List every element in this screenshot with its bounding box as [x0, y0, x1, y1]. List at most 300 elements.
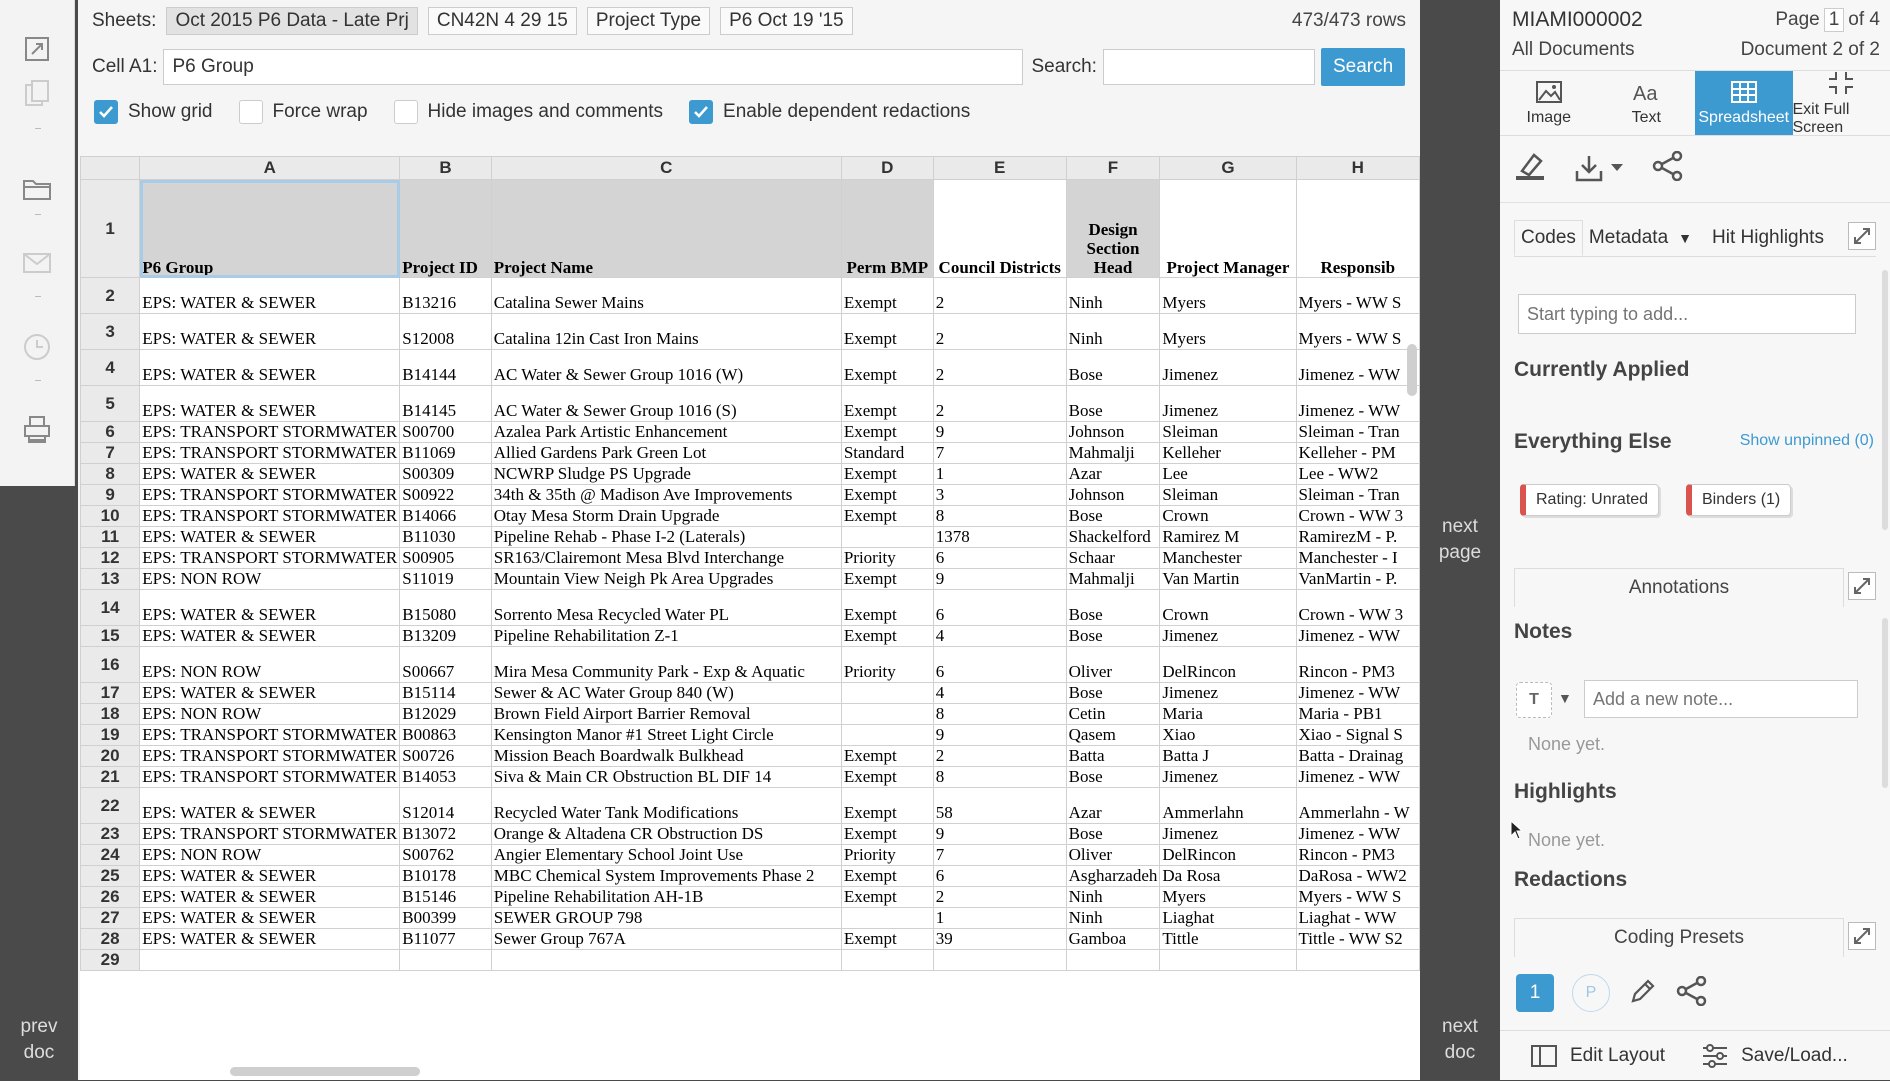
- grid-cell[interactable]: Exempt: [841, 386, 933, 422]
- grid-cell[interactable]: DelRincon: [1160, 647, 1296, 683]
- next-page-button[interactable]: next page: [1437, 514, 1483, 566]
- grid-cell[interactable]: EPS: WATER & SEWER: [140, 683, 400, 704]
- grid-cell[interactable]: [841, 725, 933, 746]
- grid-cell[interactable]: Exempt: [841, 350, 933, 386]
- grid-cell[interactable]: B11030: [400, 527, 491, 548]
- grid-cell[interactable]: B14144: [400, 350, 491, 386]
- grid-cell[interactable]: S00726: [400, 746, 491, 767]
- search-input[interactable]: [1103, 49, 1315, 85]
- prev-doc-button[interactable]: prev doc: [9, 1014, 69, 1066]
- grid-cell[interactable]: P6 Group: [140, 180, 400, 278]
- row-header[interactable]: 15: [81, 626, 140, 647]
- preset-1-button[interactable]: 1: [1516, 974, 1554, 1012]
- grid-cell[interactable]: B11077: [400, 929, 491, 950]
- view-tab-text[interactable]: [1598, 71, 1696, 135]
- grid-cell[interactable]: [491, 950, 841, 971]
- grid-cell[interactable]: B14053: [400, 767, 491, 788]
- grid-cell[interactable]: [841, 908, 933, 929]
- grid-cell[interactable]: DelRincon: [1160, 845, 1296, 866]
- sheet-tab[interactable]: Oct 2015 P6 Data - Late Prj: [166, 7, 417, 35]
- grid-cell[interactable]: Azar: [1066, 464, 1160, 485]
- chevron-down-icon[interactable]: ▼: [1678, 230, 1692, 246]
- grid-cell[interactable]: Batta - Drainag: [1296, 746, 1419, 767]
- option-enable-dependent-redactions[interactable]: [689, 100, 970, 124]
- annotations-tab[interactable]: Annotations: [1514, 568, 1844, 607]
- grid-cell[interactable]: 9: [933, 422, 1066, 443]
- grid-cell[interactable]: 6: [933, 548, 1066, 569]
- column-header[interactable]: G: [1160, 157, 1296, 180]
- grid-cell[interactable]: 1378: [933, 527, 1066, 548]
- grid-cell[interactable]: Sewer & AC Water Group 840 (W): [491, 683, 841, 704]
- code-search-input[interactable]: [1518, 294, 1856, 334]
- grid-cell[interactable]: NCWRP Sludge PS Upgrade: [491, 464, 841, 485]
- cell-value-input[interactable]: [163, 49, 1023, 85]
- grid-cell[interactable]: Crown: [1160, 590, 1296, 626]
- chevron-down-icon[interactable]: ▼: [1558, 690, 1572, 706]
- grid-cell[interactable]: Ammerlahn: [1160, 788, 1296, 824]
- grid-cell[interactable]: Oliver: [1066, 647, 1160, 683]
- grid-cell[interactable]: EPS: WATER & SEWER: [140, 929, 400, 950]
- grid-cell[interactable]: Ninh: [1066, 278, 1160, 314]
- row-header[interactable]: 27: [81, 908, 140, 929]
- grid-cell[interactable]: Shackelford: [1066, 527, 1160, 548]
- grid-cell[interactable]: 8: [933, 704, 1066, 725]
- row-header[interactable]: 20: [81, 746, 140, 767]
- grid-cell[interactable]: Exempt: [841, 485, 933, 506]
- grid-cell[interactable]: EPS: WATER & SEWER: [140, 350, 400, 386]
- grid-cell[interactable]: Batta: [1066, 746, 1160, 767]
- row-header[interactable]: 6: [81, 422, 140, 443]
- share-icon[interactable]: [1676, 976, 1708, 1011]
- grid-cell[interactable]: [1160, 950, 1296, 971]
- grid-cell[interactable]: Bose: [1066, 626, 1160, 647]
- panel-scrollbar[interactable]: [1882, 270, 1888, 530]
- grid-cell[interactable]: 9: [933, 824, 1066, 845]
- grid-cell[interactable]: 7: [933, 443, 1066, 464]
- column-header[interactable]: D: [841, 157, 933, 180]
- grid-cell[interactable]: B10178: [400, 866, 491, 887]
- grid-cell[interactable]: AC Water & Sewer Group 1016 (S): [491, 386, 841, 422]
- grid-cell[interactable]: Jimenez: [1160, 824, 1296, 845]
- grid-cell[interactable]: Ninh: [1066, 908, 1160, 929]
- grid-cell[interactable]: [841, 704, 933, 725]
- grid-cell[interactable]: [140, 950, 400, 971]
- grid-cell[interactable]: 8: [933, 506, 1066, 527]
- new-note-input[interactable]: [1584, 680, 1858, 718]
- grid-cell[interactable]: EPS: WATER & SEWER: [140, 866, 400, 887]
- note-type-icon[interactable]: T: [1516, 682, 1552, 718]
- expand-codes-icon[interactable]: [1848, 222, 1876, 250]
- save-load-button[interactable]: [1701, 1043, 1848, 1069]
- preset-p-button[interactable]: P: [1572, 974, 1610, 1012]
- grid-cell[interactable]: EPS: TRANSPORT STORMWATER: [140, 767, 400, 788]
- view-tab-image[interactable]: [1500, 71, 1598, 135]
- row-header[interactable]: 26: [81, 887, 140, 908]
- checkbox[interactable]: [239, 100, 263, 124]
- grid-cell[interactable]: Crown - WW 3: [1296, 590, 1419, 626]
- grid-cell[interactable]: 3: [933, 485, 1066, 506]
- grid-cell[interactable]: EPS: WATER & SEWER: [140, 527, 400, 548]
- grid-cell[interactable]: EPS: WATER & SEWER: [140, 887, 400, 908]
- grid-cell[interactable]: Perm BMP: [841, 180, 933, 278]
- grid-cell[interactable]: [841, 683, 933, 704]
- annotations-scrollbar[interactable]: [1882, 618, 1888, 788]
- grid-cell[interactable]: Myers - WW S: [1296, 314, 1419, 350]
- row-header[interactable]: 14: [81, 590, 140, 626]
- show-unpinned-link[interactable]: Show unpinned (0): [1740, 432, 1874, 450]
- option-hide-images-and-comments[interactable]: [394, 100, 664, 124]
- folder-icon[interactable]: [18, 170, 56, 208]
- grid-cell[interactable]: S00922: [400, 485, 491, 506]
- row-header[interactable]: 4: [81, 350, 140, 386]
- grid-cell[interactable]: Exempt: [841, 866, 933, 887]
- grid-cell[interactable]: EPS: TRANSPORT STORMWATER: [140, 485, 400, 506]
- grid-cell[interactable]: Mountain View Neigh Pk Area Upgrades: [491, 569, 841, 590]
- grid-cell[interactable]: B15080: [400, 590, 491, 626]
- grid-cell[interactable]: EPS: TRANSPORT STORMWATER: [140, 443, 400, 464]
- checkbox[interactable]: [94, 100, 118, 124]
- row-header[interactable]: 22: [81, 788, 140, 824]
- row-header[interactable]: 17: [81, 683, 140, 704]
- grid-cell[interactable]: Bose: [1066, 386, 1160, 422]
- edit-layout-button[interactable]: [1530, 1044, 1665, 1068]
- grid-cell[interactable]: Mahmalji: [1066, 569, 1160, 590]
- grid-cell[interactable]: Ninh: [1066, 887, 1160, 908]
- grid-cell[interactable]: Responsib: [1296, 180, 1419, 278]
- grid-cell[interactable]: Brown Field Airport Barrier Removal: [491, 704, 841, 725]
- grid-cell[interactable]: 7: [933, 845, 1066, 866]
- grid-cell[interactable]: Myers: [1160, 314, 1296, 350]
- grid-cell[interactable]: Myers: [1160, 887, 1296, 908]
- grid-cell[interactable]: Recycled Water Tank Modifications: [491, 788, 841, 824]
- column-header[interactable]: B: [400, 157, 491, 180]
- grid-cell[interactable]: Exempt: [841, 506, 933, 527]
- redact-marker-icon[interactable]: [1514, 151, 1546, 186]
- grid-cell[interactable]: B15146: [400, 887, 491, 908]
- grid-cell[interactable]: Jimenez - WW: [1296, 767, 1419, 788]
- grid-cell[interactable]: B00399: [400, 908, 491, 929]
- grid-cell[interactable]: Pipeline Rehab - Phase I-2 (Laterals): [491, 527, 841, 548]
- sheet-tab[interactable]: CN42N 4 29 15: [428, 7, 577, 35]
- row-header[interactable]: 28: [81, 929, 140, 950]
- grid-cell[interactable]: 1: [933, 464, 1066, 485]
- grid-cell[interactable]: Bose: [1066, 767, 1160, 788]
- grid-cell[interactable]: Kelleher: [1160, 443, 1296, 464]
- row-header[interactable]: 5: [81, 386, 140, 422]
- grid-cell[interactable]: Jimenez: [1160, 683, 1296, 704]
- grid-cell[interactable]: S00905: [400, 548, 491, 569]
- grid-cell[interactable]: Exempt: [841, 788, 933, 824]
- grid-cell[interactable]: Project Name: [491, 180, 841, 278]
- grid-cell[interactable]: Lee - WW2: [1296, 464, 1419, 485]
- grid-cell[interactable]: Tittle - WW S2: [1296, 929, 1419, 950]
- grid-cell[interactable]: 2: [933, 278, 1066, 314]
- grid-cell[interactable]: 34th & 35th @ Madison Ave Improvements: [491, 485, 841, 506]
- grid-cell[interactable]: Council Districts: [933, 180, 1066, 278]
- grid-cell[interactable]: SR163/Clairemont Mesa Blvd Interchange: [491, 548, 841, 569]
- grid-cell[interactable]: Exempt: [841, 929, 933, 950]
- checkbox[interactable]: [394, 100, 418, 124]
- grid-cell[interactable]: Otay Mesa Storm Drain Upgrade: [491, 506, 841, 527]
- grid-cell[interactable]: Pipeline Rehabilitation Z-1: [491, 626, 841, 647]
- row-header[interactable]: 29: [81, 950, 140, 971]
- grid-cell[interactable]: EPS: TRANSPORT STORMWATER: [140, 746, 400, 767]
- column-header[interactable]: E: [933, 157, 1066, 180]
- grid-cell[interactable]: Ninh: [1066, 314, 1160, 350]
- grid-cell[interactable]: Maria: [1160, 704, 1296, 725]
- grid-cell[interactable]: Crown - WW 3: [1296, 506, 1419, 527]
- grid-cell[interactable]: Design Section Head: [1066, 180, 1160, 278]
- grid-cell[interactable]: 39: [933, 929, 1066, 950]
- share-icon[interactable]: [1652, 151, 1684, 186]
- checkbox[interactable]: [689, 100, 713, 124]
- option-force-wrap[interactable]: [239, 100, 368, 124]
- row-header[interactable]: 1: [81, 180, 140, 278]
- grid-cell[interactable]: Liaghat - WW: [1296, 908, 1419, 929]
- grid-cell[interactable]: B11069: [400, 443, 491, 464]
- grid-cell[interactable]: 2: [933, 887, 1066, 908]
- grid-cell[interactable]: EPS: NON ROW: [140, 569, 400, 590]
- grid-cell[interactable]: S12008: [400, 314, 491, 350]
- view-tab-spreadsheet[interactable]: [1695, 71, 1793, 135]
- grid-cell[interactable]: Mira Mesa Community Park - Exp & Aquatic: [491, 647, 841, 683]
- download-icon[interactable]: [1574, 153, 1624, 183]
- grid-cell[interactable]: Kensington Manor #1 Street Light Circle: [491, 725, 841, 746]
- tab-hit-highlights[interactable]: Hit Highlights: [1706, 221, 1830, 255]
- grid-cell[interactable]: Crown: [1160, 506, 1296, 527]
- grid-cell[interactable]: EPS: NON ROW: [140, 704, 400, 725]
- tab-metadata[interactable]: Metadata: [1583, 221, 1674, 255]
- grid-cell[interactable]: Xiao: [1160, 725, 1296, 746]
- grid-cell[interactable]: [400, 950, 491, 971]
- grid-cell[interactable]: EPS: WATER & SEWER: [140, 464, 400, 485]
- page-number-input[interactable]: 1: [1824, 8, 1845, 32]
- grid-cell[interactable]: Ramirez M: [1160, 527, 1296, 548]
- expand-icon[interactable]: [18, 30, 56, 68]
- horizontal-scrollbar[interactable]: [230, 1067, 420, 1076]
- grid-cell[interactable]: Azar: [1066, 788, 1160, 824]
- grid-cell[interactable]: B12029: [400, 704, 491, 725]
- grid-cell[interactable]: Ammerlahn - W: [1296, 788, 1419, 824]
- grid-cell[interactable]: Lee: [1160, 464, 1296, 485]
- grid-cell[interactable]: B00863: [400, 725, 491, 746]
- grid-cell[interactable]: 6: [933, 590, 1066, 626]
- grid-cell[interactable]: Azalea Park Artistic Enhancement: [491, 422, 841, 443]
- grid-cell[interactable]: RamirezM - P.: [1296, 527, 1419, 548]
- grid-cell[interactable]: Exempt: [841, 464, 933, 485]
- grid-cell[interactable]: Jimenez - WW: [1296, 683, 1419, 704]
- grid-cell[interactable]: EPS: NON ROW: [140, 647, 400, 683]
- grid-cell[interactable]: 1: [933, 908, 1066, 929]
- row-header[interactable]: 18: [81, 704, 140, 725]
- option-show-grid[interactable]: [94, 100, 213, 124]
- grid-cell[interactable]: EPS: TRANSPORT STORMWATER: [140, 725, 400, 746]
- grid-cell[interactable]: Sorrento Mesa Recycled Water PL: [491, 590, 841, 626]
- grid-cell[interactable]: B15114: [400, 683, 491, 704]
- grid-cell[interactable]: Xiao - Signal S: [1296, 725, 1419, 746]
- grid-cell[interactable]: Johnson: [1066, 422, 1160, 443]
- row-header[interactable]: 13: [81, 569, 140, 590]
- grid-cell[interactable]: MBC Chemical System Improvements Phase 2: [491, 866, 841, 887]
- grid-cell[interactable]: Qasem: [1066, 725, 1160, 746]
- view-tab-exit-full-screen[interactable]: [1793, 71, 1890, 135]
- grid-cell[interactable]: EPS: TRANSPORT STORMWATER: [140, 422, 400, 443]
- grid-cell[interactable]: AC Water & Sewer Group 1016 (W): [491, 350, 841, 386]
- expand-presets-icon[interactable]: [1848, 922, 1876, 950]
- grid-cell[interactable]: Van Martin: [1160, 569, 1296, 590]
- grid-cell[interactable]: EPS: WATER & SEWER: [140, 626, 400, 647]
- row-header[interactable]: 16: [81, 647, 140, 683]
- row-header[interactable]: 11: [81, 527, 140, 548]
- grid-cell[interactable]: Exempt: [841, 626, 933, 647]
- copy-icon[interactable]: [18, 74, 56, 112]
- tab-codes[interactable]: Codes: [1514, 220, 1583, 256]
- grid-cell[interactable]: 2: [933, 314, 1066, 350]
- grid-cell[interactable]: Jimenez - WW: [1296, 386, 1419, 422]
- column-header[interactable]: F: [1066, 157, 1160, 180]
- grid-cell[interactable]: Exempt: [841, 278, 933, 314]
- grid-cell[interactable]: Bose: [1066, 350, 1160, 386]
- grid-cell[interactable]: Asgharzadeh: [1066, 866, 1160, 887]
- row-header[interactable]: 3: [81, 314, 140, 350]
- grid-cell[interactable]: [1296, 950, 1419, 971]
- grid-cell[interactable]: Angier Elementary School Joint Use: [491, 845, 841, 866]
- grid-cell[interactable]: Exempt: [841, 590, 933, 626]
- grid-cell[interactable]: Manchester - I: [1296, 548, 1419, 569]
- grid-cell[interactable]: 9: [933, 569, 1066, 590]
- grid-cell[interactable]: 2: [933, 746, 1066, 767]
- grid-cell[interactable]: Gamboa: [1066, 929, 1160, 950]
- next-doc-button[interactable]: next doc: [1437, 1014, 1483, 1066]
- spreadsheet-grid[interactable]: [80, 156, 1420, 1080]
- grid-cell[interactable]: Liaghat: [1160, 908, 1296, 929]
- grid-cell[interactable]: Jimenez - WW: [1296, 626, 1419, 647]
- grid-cell[interactable]: 58: [933, 788, 1066, 824]
- grid-cell[interactable]: Orange & Altadena CR Obstruction DS: [491, 824, 841, 845]
- grid-cell[interactable]: Priority: [841, 548, 933, 569]
- grid-cell[interactable]: EPS: WATER & SEWER: [140, 788, 400, 824]
- grid-cell[interactable]: S11019: [400, 569, 491, 590]
- grid-cell[interactable]: Sleiman - Tran: [1296, 422, 1419, 443]
- grid-cell[interactable]: Bose: [1066, 506, 1160, 527]
- grid-cell[interactable]: Project ID: [400, 180, 491, 278]
- grid-cell[interactable]: [841, 950, 933, 971]
- grid-cell[interactable]: B13209: [400, 626, 491, 647]
- grid-cell[interactable]: Rincon - PM3: [1296, 647, 1419, 683]
- grid-cell[interactable]: Jimenez: [1160, 386, 1296, 422]
- grid-cell[interactable]: B13216: [400, 278, 491, 314]
- grid-cell[interactable]: VanMartin - P.: [1296, 569, 1419, 590]
- grid-cell[interactable]: Oliver: [1066, 845, 1160, 866]
- grid-cell[interactable]: Siva & Main CR Obstruction BL DIF 14: [491, 767, 841, 788]
- print-icon[interactable]: [18, 410, 56, 448]
- pencil-icon[interactable]: [1628, 976, 1658, 1011]
- mail-icon[interactable]: [18, 244, 56, 282]
- grid-cell[interactable]: 6: [933, 647, 1066, 683]
- grid-cell[interactable]: Bose: [1066, 590, 1160, 626]
- download-caret-icon[interactable]: [1610, 163, 1624, 173]
- grid-cell[interactable]: 4: [933, 683, 1066, 704]
- grid-cell[interactable]: Exempt: [841, 887, 933, 908]
- expand-annotations-icon[interactable]: [1848, 572, 1876, 600]
- grid-cell[interactable]: [841, 527, 933, 548]
- column-header[interactable]: A: [140, 157, 400, 180]
- grid-cell[interactable]: 6: [933, 866, 1066, 887]
- grid-cell[interactable]: 9: [933, 725, 1066, 746]
- grid-cell[interactable]: EPS: NON ROW: [140, 845, 400, 866]
- grid-cell[interactable]: Jimenez: [1160, 350, 1296, 386]
- grid-cell[interactable]: Priority: [841, 845, 933, 866]
- grid-cell[interactable]: Myers: [1160, 278, 1296, 314]
- grid-cell[interactable]: Myers - WW S: [1296, 887, 1419, 908]
- grid-cell[interactable]: Project Manager: [1160, 180, 1296, 278]
- row-header[interactable]: 10: [81, 506, 140, 527]
- grid-cell[interactable]: Cetin: [1066, 704, 1160, 725]
- grid-cell[interactable]: Schaar: [1066, 548, 1160, 569]
- row-header[interactable]: 19: [81, 725, 140, 746]
- grid-cell[interactable]: SEWER GROUP 798: [491, 908, 841, 929]
- grid-cell[interactable]: S00309: [400, 464, 491, 485]
- grid-cell[interactable]: Catalina 12in Cast Iron Mains: [491, 314, 841, 350]
- grid-cell[interactable]: Sleiman - Tran: [1296, 485, 1419, 506]
- grid-cell[interactable]: 4: [933, 626, 1066, 647]
- binders-chip[interactable]: Binders (1): [1686, 484, 1791, 516]
- grid-cell[interactable]: Batta J: [1160, 746, 1296, 767]
- grid-cell[interactable]: B13072: [400, 824, 491, 845]
- coding-presets-tab[interactable]: Coding Presets: [1514, 918, 1844, 957]
- vertical-scrollbar[interactable]: [1407, 344, 1417, 396]
- row-header[interactable]: 7: [81, 443, 140, 464]
- grid-cell[interactable]: Sleiman: [1160, 422, 1296, 443]
- sheet-tab[interactable]: Project Type: [587, 7, 710, 35]
- grid-cell[interactable]: EPS: TRANSPORT STORMWATER: [140, 548, 400, 569]
- grid-cell[interactable]: EPS: WATER & SEWER: [140, 590, 400, 626]
- column-header[interactable]: H: [1296, 157, 1419, 180]
- grid-cell[interactable]: 2: [933, 386, 1066, 422]
- grid-cell[interactable]: EPS: TRANSPORT STORMWATER: [140, 506, 400, 527]
- grid-cell[interactable]: Jimenez: [1160, 626, 1296, 647]
- sheet-tab[interactable]: P6 Oct 19 '15: [720, 7, 853, 35]
- document-scope[interactable]: All Documents: [1512, 39, 1635, 61]
- grid-cell[interactable]: EPS: WATER & SEWER: [140, 908, 400, 929]
- row-header[interactable]: 12: [81, 548, 140, 569]
- grid-cell[interactable]: Kelleher - PM: [1296, 443, 1419, 464]
- clock-icon[interactable]: [18, 328, 56, 366]
- grid-cell[interactable]: Da Rosa: [1160, 866, 1296, 887]
- grid-cell[interactable]: 8: [933, 767, 1066, 788]
- grid-cell[interactable]: EPS: WATER & SEWER: [140, 278, 400, 314]
- row-header[interactable]: 8: [81, 464, 140, 485]
- grid-cell[interactable]: [1066, 950, 1160, 971]
- grid-cell[interactable]: S00762: [400, 845, 491, 866]
- grid-cell[interactable]: EPS: WATER & SEWER: [140, 314, 400, 350]
- grid-cell[interactable]: DaRosa - WW2: [1296, 866, 1419, 887]
- row-header[interactable]: 2: [81, 278, 140, 314]
- grid-cell[interactable]: Maria - PB1: [1296, 704, 1419, 725]
- grid-cell[interactable]: Johnson: [1066, 485, 1160, 506]
- grid-cell[interactable]: Exempt: [841, 422, 933, 443]
- grid-cell[interactable]: Myers - WW S: [1296, 278, 1419, 314]
- grid-cell[interactable]: Standard: [841, 443, 933, 464]
- row-header[interactable]: 25: [81, 866, 140, 887]
- grid-cell[interactable]: Rincon - PM3: [1296, 845, 1419, 866]
- grid-cell[interactable]: Exempt: [841, 569, 933, 590]
- rating-chip[interactable]: Rating: Unrated: [1520, 484, 1659, 516]
- grid-cell[interactable]: 2: [933, 350, 1066, 386]
- grid-cell[interactable]: S12014: [400, 788, 491, 824]
- grid-cell[interactable]: B14145: [400, 386, 491, 422]
- grid-cell[interactable]: Bose: [1066, 683, 1160, 704]
